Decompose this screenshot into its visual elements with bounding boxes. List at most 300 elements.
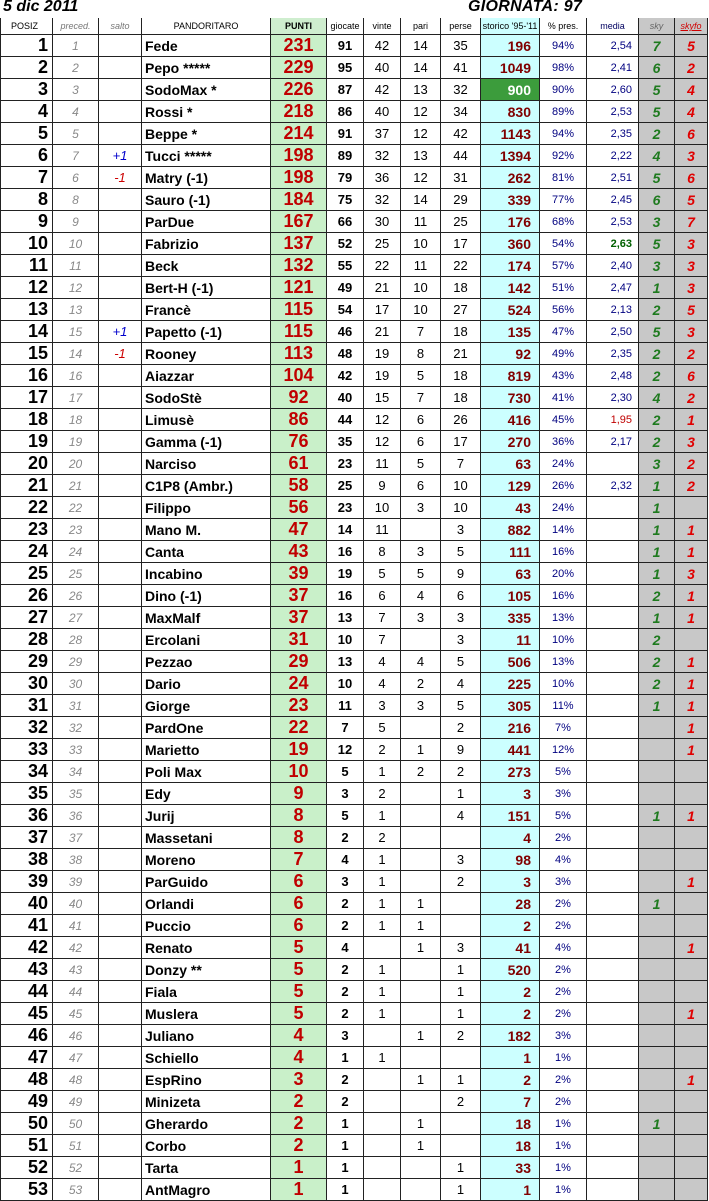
sky-cell: 5 (639, 79, 675, 101)
presence-cell: 90% (540, 79, 587, 101)
lost-cell: 21 (441, 343, 481, 365)
position-change-cell (99, 453, 142, 475)
history-cell: 111 (481, 541, 540, 563)
draw-cell: 13 (401, 145, 441, 167)
points-cell: 198 (271, 167, 327, 189)
draw-cell: 14 (401, 189, 441, 211)
col-header-played: giocate (327, 18, 364, 35)
played-cell: 44 (327, 409, 364, 431)
average-cell (587, 849, 639, 871)
position-cell: 1 (1, 35, 53, 57)
played-cell: 2 (327, 893, 364, 915)
draw-cell: 3 (401, 607, 441, 629)
table-row (1, 629, 708, 651)
skyfo-cell: 2 (675, 475, 708, 497)
history-cell: 33 (481, 1157, 540, 1179)
won-cell (364, 1091, 401, 1113)
col-header-won: vinte (364, 18, 401, 35)
lost-cell: 2 (441, 1091, 481, 1113)
played-cell: 42 (327, 365, 364, 387)
average-cell (587, 1113, 639, 1135)
player-name-cell: Aiazzar (142, 365, 271, 387)
position-cell: 12 (1, 277, 53, 299)
average-cell: 2,32 (587, 475, 639, 497)
player-name-cell: Moreno (142, 849, 271, 871)
table-row (1, 321, 708, 343)
points-cell: 5 (271, 959, 327, 981)
presence-cell: 36% (540, 431, 587, 453)
played-cell: 3 (327, 871, 364, 893)
table-row (1, 387, 708, 409)
played-cell: 95 (327, 57, 364, 79)
average-cell: 2,54 (587, 35, 639, 57)
average-cell (587, 805, 639, 827)
presence-cell: 2% (540, 981, 587, 1003)
average-cell (587, 541, 639, 563)
won-cell (364, 1135, 401, 1157)
history-cell: 63 (481, 453, 540, 475)
sky-cell: 1 (639, 541, 675, 563)
average-cell (587, 673, 639, 695)
table-row (1, 79, 708, 101)
played-cell: 7 (327, 717, 364, 739)
previous-position-cell: 29 (53, 651, 99, 673)
average-cell (587, 981, 639, 1003)
history-cell: 1 (481, 1047, 540, 1069)
won-cell (364, 1179, 401, 1201)
won-cell: 1 (364, 805, 401, 827)
position-change-cell (99, 1091, 142, 1113)
presence-cell: 94% (540, 35, 587, 57)
presence-cell: 54% (540, 233, 587, 255)
sky-cell (639, 1047, 675, 1069)
table-row (1, 299, 708, 321)
points-cell: 137 (271, 233, 327, 255)
skyfo-cell: 1 (675, 695, 708, 717)
presence-cell: 94% (540, 123, 587, 145)
average-cell: 2,22 (587, 145, 639, 167)
position-change-cell (99, 959, 142, 981)
col-header-average: media (587, 18, 639, 35)
presence-cell: 1% (540, 1135, 587, 1157)
position-change-cell: -1 (99, 343, 142, 365)
position-change-cell (99, 629, 142, 651)
average-cell (587, 1135, 639, 1157)
skyfo-cell: 1 (675, 937, 708, 959)
history-cell: 441 (481, 739, 540, 761)
previous-position-cell: 53 (53, 1179, 99, 1201)
average-cell (587, 563, 639, 585)
player-name-cell: Rooney (142, 343, 271, 365)
played-cell: 23 (327, 453, 364, 475)
sky-cell: 1 (639, 563, 675, 585)
sky-cell: 2 (639, 123, 675, 145)
position-change-cell (99, 871, 142, 893)
position-change-cell (99, 783, 142, 805)
history-cell: 196 (481, 35, 540, 57)
points-cell: 47 (271, 519, 327, 541)
presence-cell: 13% (540, 651, 587, 673)
position-change-cell (99, 1135, 142, 1157)
col-header-sky: sky (639, 18, 675, 35)
player-name-cell: Papetto (-1) (142, 321, 271, 343)
history-cell: 105 (481, 585, 540, 607)
date-label: 5 dic 2011 (3, 0, 79, 15)
player-name-cell: Matry (-1) (142, 167, 271, 189)
player-name-cell: SodoMax * (142, 79, 271, 101)
sky-cell: 1 (639, 695, 675, 717)
draw-cell: 14 (401, 57, 441, 79)
presence-cell: 68% (540, 211, 587, 233)
draw-cell (401, 1091, 441, 1113)
points-cell: 1 (271, 1179, 327, 1201)
draw-cell: 2 (401, 761, 441, 783)
points-cell: 8 (271, 827, 327, 849)
previous-position-cell: 12 (53, 277, 99, 299)
position-cell: 52 (1, 1157, 53, 1179)
table-row (1, 57, 708, 79)
position-change-cell (99, 79, 142, 101)
won-cell (364, 1157, 401, 1179)
lost-cell: 41 (441, 57, 481, 79)
history-cell: 142 (481, 277, 540, 299)
lost-cell: 1 (441, 981, 481, 1003)
table-row (1, 761, 708, 783)
points-cell: 58 (271, 475, 327, 497)
position-change-cell (99, 387, 142, 409)
played-cell: 2 (327, 827, 364, 849)
previous-position-cell: 21 (53, 475, 99, 497)
position-change-cell (99, 255, 142, 277)
presence-cell: 45% (540, 409, 587, 431)
table-row (1, 739, 708, 761)
skyfo-cell: 1 (675, 585, 708, 607)
table-row (1, 475, 708, 497)
col-header-jump: salto (99, 18, 142, 35)
played-cell: 4 (327, 937, 364, 959)
played-cell: 3 (327, 783, 364, 805)
table-row (1, 827, 708, 849)
played-cell: 48 (327, 343, 364, 365)
position-cell: 28 (1, 629, 53, 651)
position-cell: 19 (1, 431, 53, 453)
points-cell: 115 (271, 299, 327, 321)
skyfo-cell (675, 1135, 708, 1157)
sky-cell: 5 (639, 101, 675, 123)
presence-cell: 2% (540, 959, 587, 981)
won-cell: 7 (364, 629, 401, 651)
position-cell: 49 (1, 1091, 53, 1113)
won-cell: 11 (364, 519, 401, 541)
previous-position-cell: 6 (53, 167, 99, 189)
player-name-cell: Beppe * (142, 123, 271, 145)
history-cell: 176 (481, 211, 540, 233)
points-cell: 19 (271, 739, 327, 761)
previous-position-cell: 13 (53, 299, 99, 321)
draw-cell: 5 (401, 453, 441, 475)
lost-cell: 2 (441, 1025, 481, 1047)
position-change-cell (99, 1047, 142, 1069)
lost-cell: 5 (441, 651, 481, 673)
played-cell: 46 (327, 321, 364, 343)
position-cell: 44 (1, 981, 53, 1003)
points-cell: 5 (271, 981, 327, 1003)
sky-cell: 2 (639, 651, 675, 673)
presence-cell: 51% (540, 277, 587, 299)
position-change-cell (99, 761, 142, 783)
played-cell: 10 (327, 629, 364, 651)
draw-cell: 12 (401, 123, 441, 145)
previous-position-cell: 18 (53, 409, 99, 431)
won-cell: 1 (364, 959, 401, 981)
lost-cell: 1 (441, 1179, 481, 1201)
position-cell: 43 (1, 959, 53, 981)
skyfo-cell (675, 849, 708, 871)
lost-cell: 32 (441, 79, 481, 101)
skyfo-cell: 6 (675, 167, 708, 189)
draw-cell (401, 1157, 441, 1179)
points-cell: 56 (271, 497, 327, 519)
points-cell: 2 (271, 1113, 327, 1135)
history-cell: 2 (481, 1003, 540, 1025)
skyfo-cell: 3 (675, 277, 708, 299)
points-cell: 39 (271, 563, 327, 585)
table-row (1, 1135, 708, 1157)
position-cell: 3 (1, 79, 53, 101)
presence-cell: 1% (540, 1113, 587, 1135)
position-cell: 37 (1, 827, 53, 849)
presence-cell: 4% (540, 849, 587, 871)
played-cell: 1 (327, 1047, 364, 1069)
played-cell: 49 (327, 277, 364, 299)
played-cell: 54 (327, 299, 364, 321)
points-cell: 9 (271, 783, 327, 805)
average-cell: 2,60 (587, 79, 639, 101)
skyfo-cell: 3 (675, 321, 708, 343)
points-cell: 31 (271, 629, 327, 651)
average-cell (587, 761, 639, 783)
points-cell: 214 (271, 123, 327, 145)
previous-position-cell: 17 (53, 387, 99, 409)
position-change-cell (99, 981, 142, 1003)
average-cell (587, 893, 639, 915)
table-row (1, 519, 708, 541)
average-cell (587, 937, 639, 959)
won-cell: 4 (364, 673, 401, 695)
history-cell: 270 (481, 431, 540, 453)
presence-cell: 3% (540, 871, 587, 893)
history-cell: 273 (481, 761, 540, 783)
presence-cell: 12% (540, 739, 587, 761)
points-cell: 132 (271, 255, 327, 277)
skyfo-cell: 6 (675, 365, 708, 387)
presence-cell: 10% (540, 629, 587, 651)
previous-position-cell: 7 (53, 145, 99, 167)
table-row (1, 607, 708, 629)
average-cell (587, 607, 639, 629)
sky-cell: 2 (639, 431, 675, 453)
sky-cell: 2 (639, 343, 675, 365)
points-cell: 7 (271, 849, 327, 871)
won-cell: 2 (364, 739, 401, 761)
table-row (1, 1003, 708, 1025)
won-cell: 9 (364, 475, 401, 497)
title-bar (0, 0, 709, 18)
position-change-cell (99, 497, 142, 519)
previous-position-cell: 15 (53, 321, 99, 343)
position-change-cell (99, 35, 142, 57)
points-cell: 92 (271, 387, 327, 409)
average-cell: 2,53 (587, 211, 639, 233)
draw-cell: 8 (401, 343, 441, 365)
position-change-cell (99, 805, 142, 827)
average-cell (587, 959, 639, 981)
sky-cell (639, 915, 675, 937)
player-name-cell: AntMagro (142, 1179, 271, 1201)
col-header-history: storico '95-'11 (481, 18, 540, 35)
won-cell: 2 (364, 827, 401, 849)
lost-cell: 1 (441, 1157, 481, 1179)
player-name-cell: Tucci ***** (142, 145, 271, 167)
player-name-cell: Sauro (-1) (142, 189, 271, 211)
sky-cell: 2 (639, 629, 675, 651)
position-change-cell (99, 431, 142, 453)
table-row (1, 541, 708, 563)
presence-cell: 43% (540, 365, 587, 387)
position-change-cell (99, 101, 142, 123)
lost-cell: 3 (441, 629, 481, 651)
draw-cell (401, 805, 441, 827)
draw-cell: 10 (401, 299, 441, 321)
position-change-cell (99, 651, 142, 673)
position-cell: 46 (1, 1025, 53, 1047)
played-cell: 12 (327, 739, 364, 761)
position-cell: 13 (1, 299, 53, 321)
position-change-cell (99, 299, 142, 321)
table-row (1, 673, 708, 695)
table-body (1, 35, 708, 1201)
won-cell: 15 (364, 387, 401, 409)
history-cell: 3 (481, 871, 540, 893)
points-cell: 76 (271, 431, 327, 453)
previous-position-cell: 14 (53, 343, 99, 365)
sky-cell (639, 1025, 675, 1047)
previous-position-cell: 11 (53, 255, 99, 277)
player-name-cell: SodoStè (142, 387, 271, 409)
lost-cell: 44 (441, 145, 481, 167)
lost-cell (441, 1135, 481, 1157)
skyfo-cell: 1 (675, 541, 708, 563)
lost-cell: 9 (441, 739, 481, 761)
table-row (1, 915, 708, 937)
presence-cell: 56% (540, 299, 587, 321)
average-cell (587, 827, 639, 849)
previous-position-cell: 22 (53, 497, 99, 519)
table-row (1, 277, 708, 299)
sky-cell (639, 761, 675, 783)
skyfo-cell: 2 (675, 57, 708, 79)
previous-position-cell: 50 (53, 1113, 99, 1135)
draw-cell: 10 (401, 233, 441, 255)
average-cell (587, 1091, 639, 1113)
won-cell: 36 (364, 167, 401, 189)
points-cell: 8 (271, 805, 327, 827)
skyfo-cell: 1 (675, 739, 708, 761)
won-cell: 10 (364, 497, 401, 519)
position-change-cell (99, 563, 142, 585)
skyfo-cell (675, 783, 708, 805)
won-cell: 1 (364, 915, 401, 937)
average-cell (587, 695, 639, 717)
points-cell: 43 (271, 541, 327, 563)
previous-position-cell: 32 (53, 717, 99, 739)
presence-cell: 1% (540, 1047, 587, 1069)
history-cell: 174 (481, 255, 540, 277)
table-row (1, 101, 708, 123)
lost-cell: 31 (441, 167, 481, 189)
draw-cell (401, 827, 441, 849)
won-cell: 12 (364, 409, 401, 431)
position-cell: 5 (1, 123, 53, 145)
played-cell: 11 (327, 695, 364, 717)
position-cell: 38 (1, 849, 53, 871)
won-cell (364, 937, 401, 959)
sky-cell: 1 (639, 893, 675, 915)
lost-cell: 6 (441, 585, 481, 607)
presence-cell: 13% (540, 607, 587, 629)
sky-cell (639, 1179, 675, 1201)
won-cell: 11 (364, 453, 401, 475)
history-cell: 135 (481, 321, 540, 343)
sky-cell: 4 (639, 387, 675, 409)
average-cell: 2,17 (587, 431, 639, 453)
position-cell: 2 (1, 57, 53, 79)
won-cell: 1 (364, 871, 401, 893)
won-cell: 1 (364, 1003, 401, 1025)
points-cell: 5 (271, 937, 327, 959)
lost-cell: 17 (441, 233, 481, 255)
previous-position-cell: 16 (53, 365, 99, 387)
player-name-cell: Fede (142, 35, 271, 57)
average-cell: 2,45 (587, 189, 639, 211)
draw-cell: 7 (401, 387, 441, 409)
player-name-cell: C1P8 (Ambr.) (142, 475, 271, 497)
col-header-lost: perse (441, 18, 481, 35)
played-cell: 25 (327, 475, 364, 497)
draw-cell: 5 (401, 563, 441, 585)
position-cell: 32 (1, 717, 53, 739)
lost-cell: 3 (441, 607, 481, 629)
average-cell: 2,41 (587, 57, 639, 79)
sky-cell: 5 (639, 321, 675, 343)
draw-cell: 1 (401, 893, 441, 915)
draw-cell: 1 (401, 739, 441, 761)
position-change-cell (99, 519, 142, 541)
skyfo-cell (675, 981, 708, 1003)
position-cell: 40 (1, 893, 53, 915)
won-cell: 42 (364, 35, 401, 57)
position-change-cell (99, 673, 142, 695)
sky-cell: 3 (639, 211, 675, 233)
lost-cell: 29 (441, 189, 481, 211)
position-cell: 51 (1, 1135, 53, 1157)
sky-cell (639, 981, 675, 1003)
history-cell: 520 (481, 959, 540, 981)
player-name-cell: Corbo (142, 1135, 271, 1157)
table-row (1, 585, 708, 607)
position-cell: 14 (1, 321, 53, 343)
sky-cell (639, 1069, 675, 1091)
